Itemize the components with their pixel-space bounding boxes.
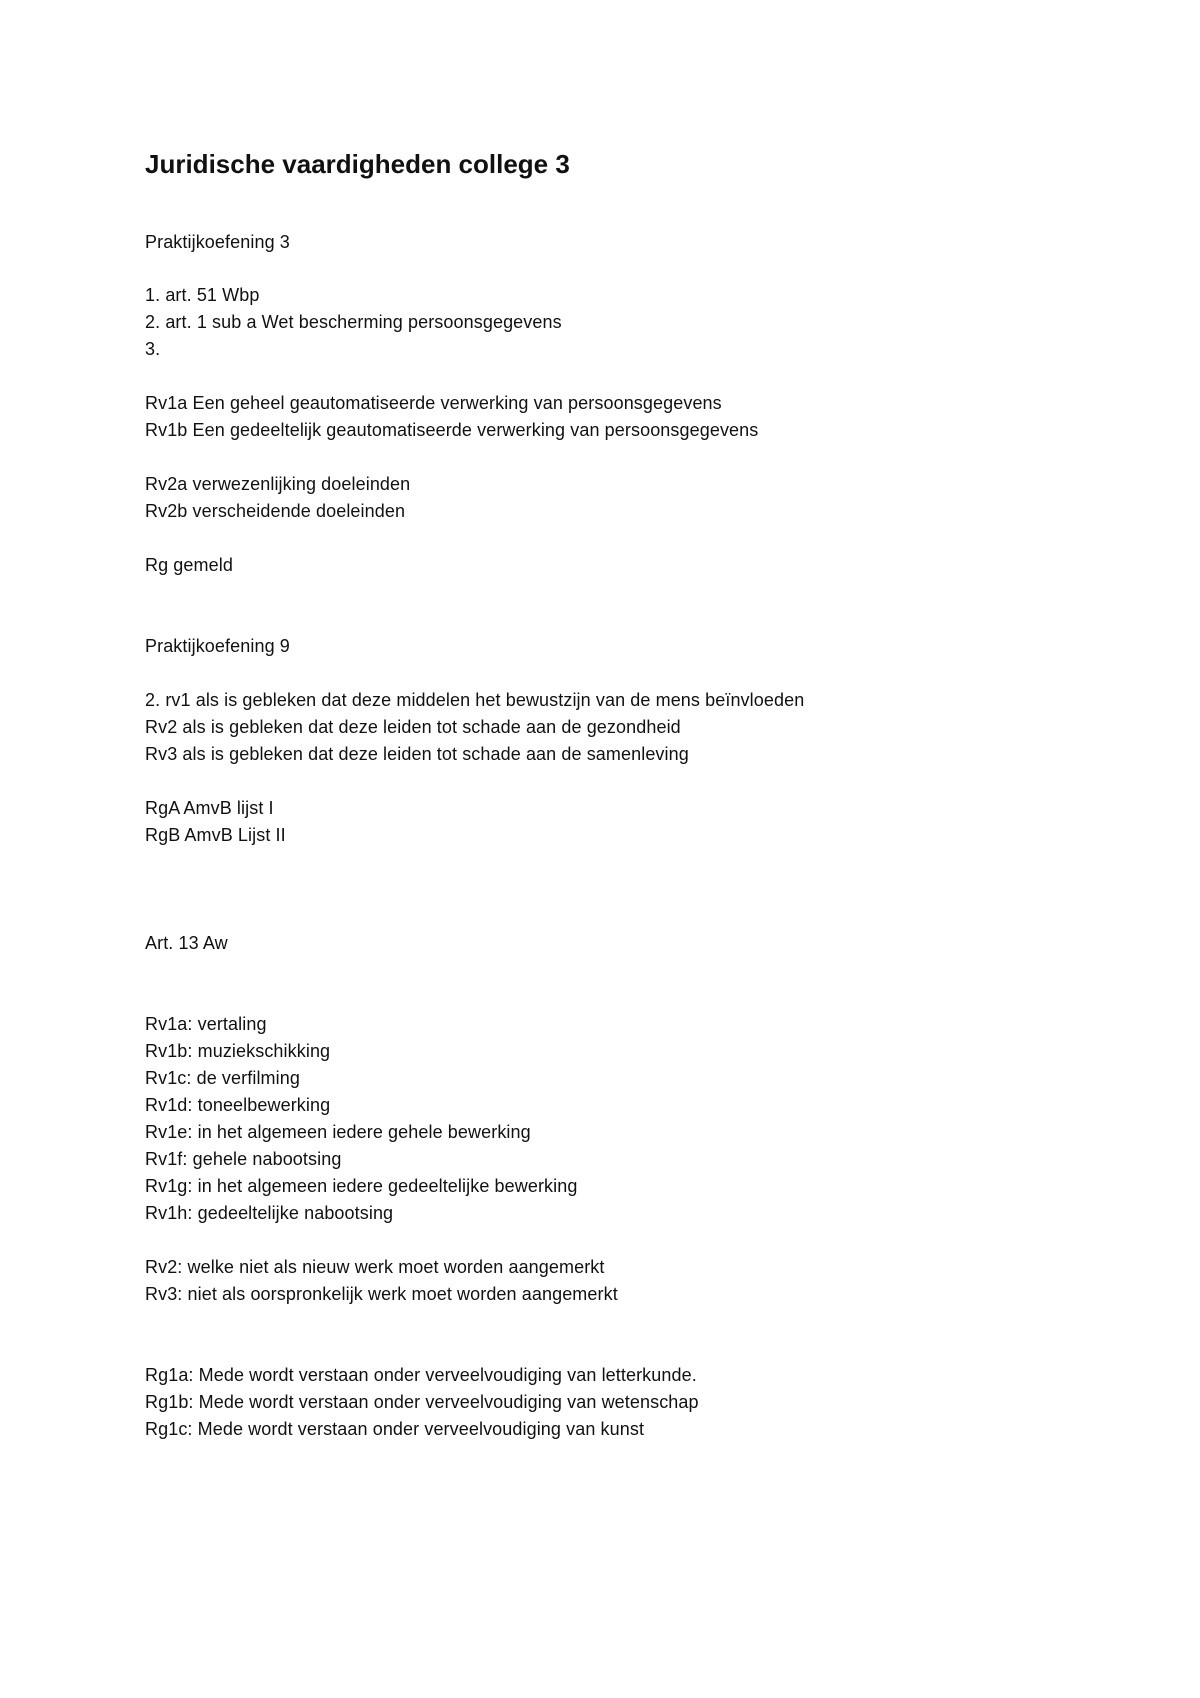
text-line: Rv1g: in het algemeen iedere gedeeltelijke bewerking <box>145 1176 578 1196</box>
text-line: Rv3: niet als oorspronkelijk werk moet worden aangemerkt <box>145 1284 618 1304</box>
text-line: Rv2: welke niet als nieuw werk moet worden aangemerkt <box>145 1257 605 1277</box>
text-line: Rv1h: gedeeltelijke nabootsing <box>145 1203 394 1223</box>
text-line: 3. <box>145 339 161 359</box>
text-line: RgB AmvB Lijst II <box>145 825 286 845</box>
text-line: 2. art. 1 sub a Wet bescherming persoonsgegevens <box>145 312 562 332</box>
text-line: Rv1a Een geheel geautomatiseerde verwerking van persoonsgegevens <box>145 393 722 413</box>
section-heading-praktijkoefening-9: Praktijkoefening 9 <box>145 636 290 656</box>
text-line: Rv1d: toneelbewerking <box>145 1095 331 1115</box>
text-line: Rv1b Een gedeeltelijk geautomatiseerde verwerking van persoonsgegevens <box>145 420 759 440</box>
text-line: 2. rv1 als is gebleken dat deze middelen het bewustzijn van de mens beïnvloeden <box>145 690 805 710</box>
text-line: Rv1f: gehele nabootsing <box>145 1149 342 1169</box>
text-line: Rv2b verscheidende doeleinden <box>145 501 406 521</box>
text-line: Rv2a verwezenlijking doeleinden <box>145 474 411 494</box>
text-line: Rv1a: vertaling <box>145 1014 267 1034</box>
text-line: Rv3 als is gebleken dat deze leiden tot schade aan de samenleving <box>145 744 689 764</box>
text-line: RgA AmvB lijst I <box>145 798 274 818</box>
text-line: Rv1e: in het algemeen iedere gehele bewerking <box>145 1122 531 1142</box>
document-title: Juridische vaardigheden college 3 <box>145 149 570 179</box>
text-line: Rg gemeld <box>145 555 233 575</box>
section-heading-praktijkoefening-3: Praktijkoefening 3 <box>145 232 290 252</box>
text-line: 1. art. 51 Wbp <box>145 285 260 305</box>
text-line: Rg1a: Mede wordt verstaan onder verveelvoudiging van letterkunde. <box>145 1365 697 1385</box>
text-line: Rv2 als is gebleken dat deze leiden tot schade aan de gezondheid <box>145 717 681 737</box>
text-line: Rv1c: de verfilming <box>145 1068 300 1088</box>
text-line: Rg1b: Mede wordt verstaan onder verveelvoudiging van wetenschap <box>145 1392 699 1412</box>
section-heading-art-13-aw: Art. 13 Aw <box>145 933 228 953</box>
text-line: Rg1c: Mede wordt verstaan onder verveelvoudiging van kunst <box>145 1419 645 1439</box>
text-line: Rv1b: muziekschikking <box>145 1041 331 1061</box>
